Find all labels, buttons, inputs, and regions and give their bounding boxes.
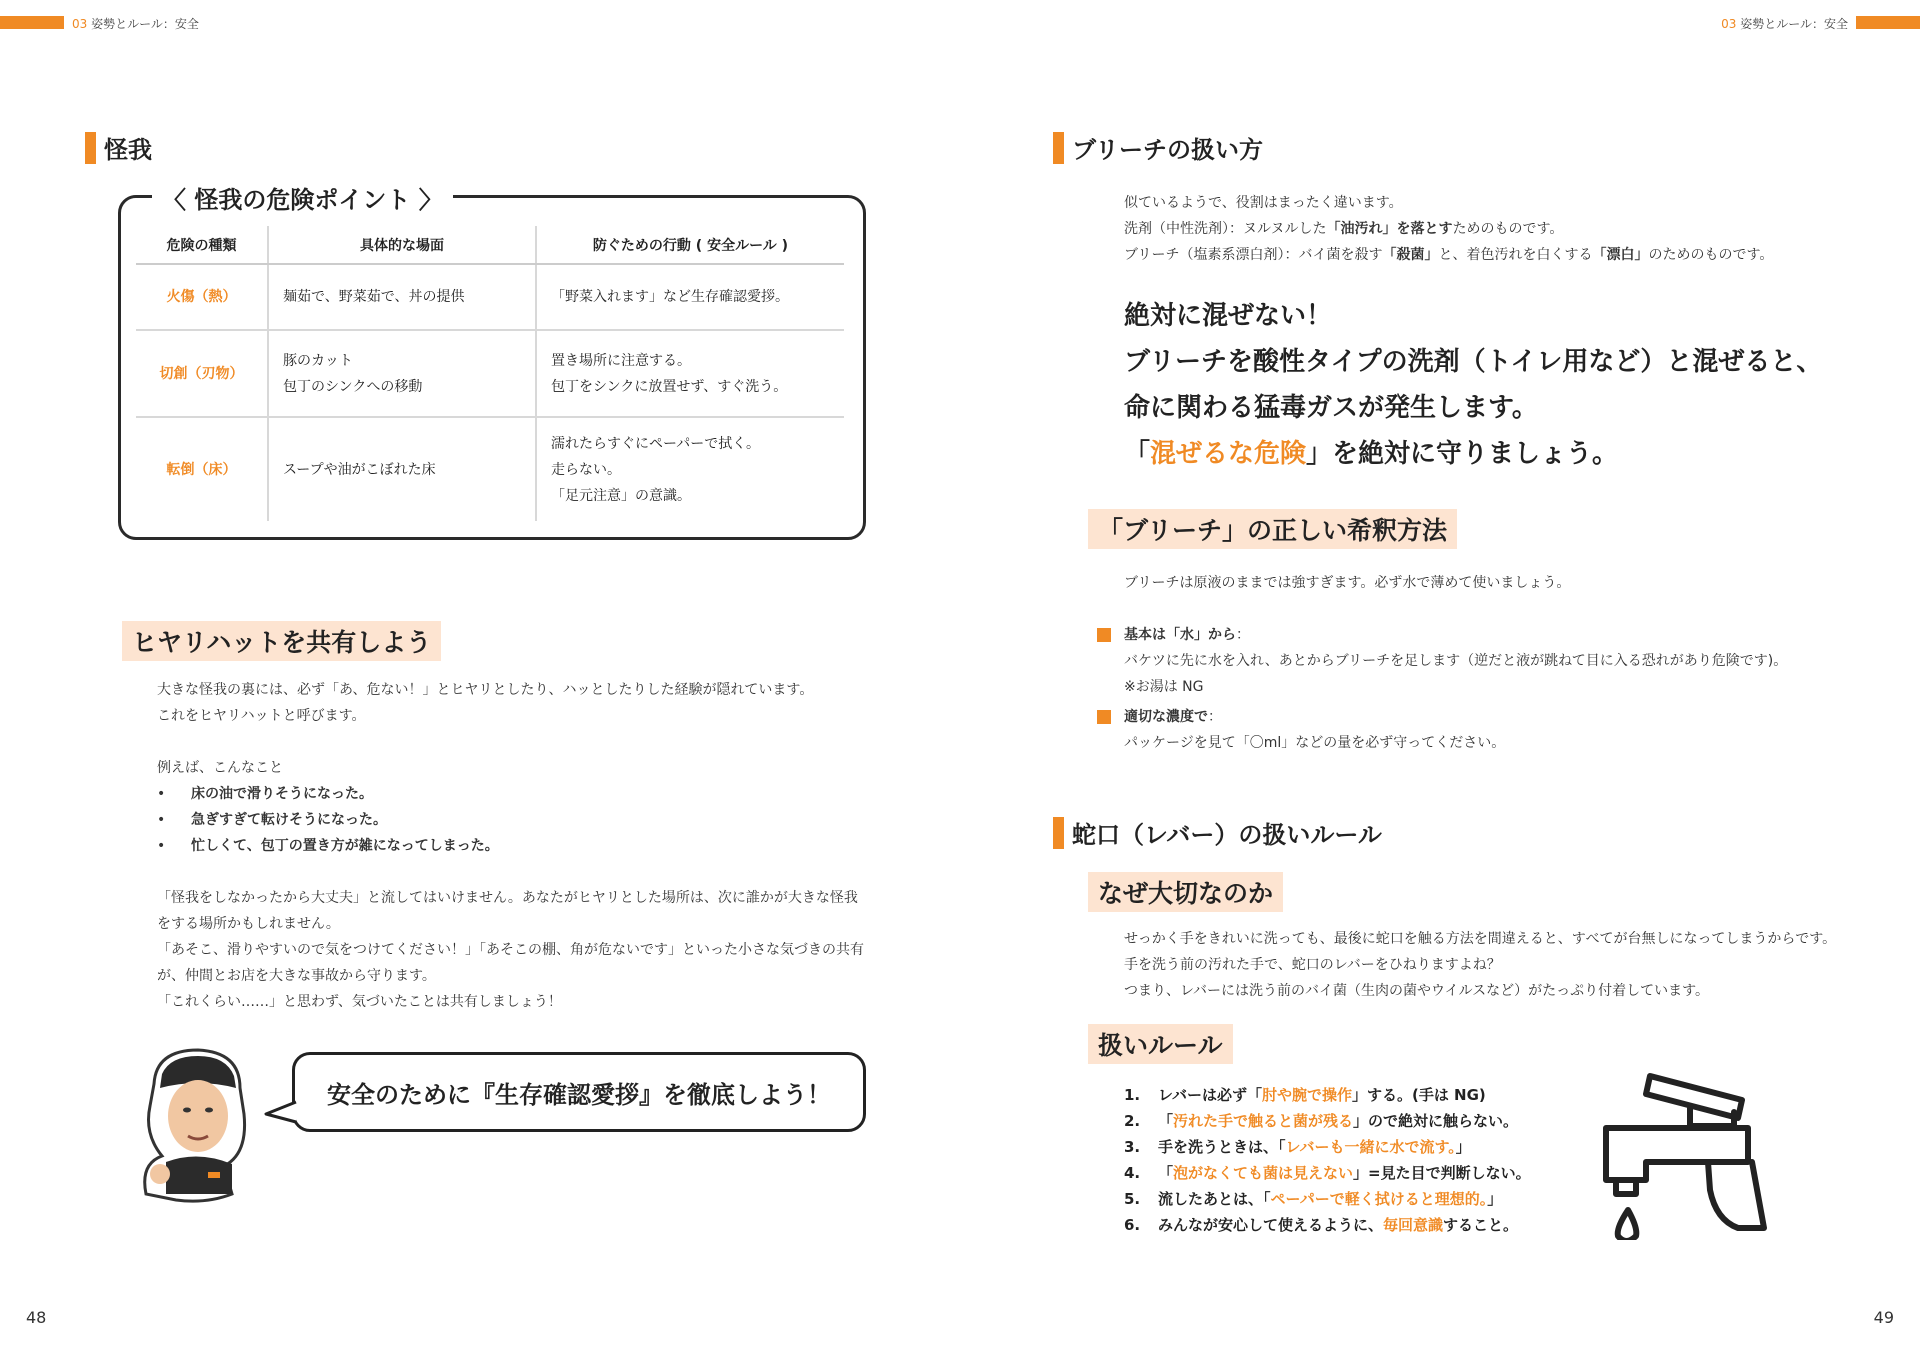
why-title: なぜ大切なのか xyxy=(1088,872,1283,912)
danger-kind: 火傷（熱） xyxy=(136,264,268,330)
danger-table xyxy=(136,226,844,521)
table-header-row xyxy=(136,226,844,264)
dilution-item-2: 適切な濃度で： パッケージを見て「〇ml」などの量を必ず守ってください。 xyxy=(1124,709,1506,751)
danger-action: 濡れたらすぐにペーパーで拭く。 走らない。 「足元注意」の意識。 xyxy=(536,417,844,521)
table-row xyxy=(136,264,844,330)
header-accent-bar-right xyxy=(1856,16,1920,29)
table-row xyxy=(136,417,844,521)
danger-scene: 麺茹で、野菜茹で、丼の提供 xyxy=(268,264,536,330)
box-title: 〈 怪我の危険ポイント 〉 xyxy=(152,180,453,215)
header-accent-bar-left xyxy=(0,16,64,29)
page-number-right: 49 xyxy=(1873,1308,1894,1327)
list-item: 5. 流したあとは、「ペーパーで軽く拭けると理想的。」 xyxy=(1124,1190,1503,1208)
bullet-square xyxy=(1097,710,1111,724)
staff-avatar xyxy=(136,1044,256,1204)
hiyari-intro: 大きな怪我の裏には、必ず「あ、危ない！」とヒヤリとしたり、ハッとしたりした経験が隠れています。 これをヒヤリハットと呼びます。 例えば、こんなこと • 床の油で滑りそうになった。 • 急ぎすぎて転けそうになった。 • 忙しくて、包丁の置き方が雑になってしまった。 「怪我をしなかったから大丈夫」と流してはいけません。あなたがヒヤリとした場所は、次に誰かが大きな怪我 をする場所かもしれません。 「あそこ、滑りやすいので気をつけてください！」「あそこの棚、角が危ないです」といった小さな気づきの共有 が、仲間とお店を大きな事故から守ります。 「これくらい……」と思わず、気づいたことは共有しましょう！ xyxy=(157,677,864,1015)
section-marker xyxy=(1053,817,1064,849)
column-header: 危険の種類 xyxy=(136,226,268,264)
section-title-faucet xyxy=(1053,815,1382,850)
section-title-bleach xyxy=(1053,130,1263,165)
running-header-left: 03 姿勢とルール：安全 xyxy=(72,17,199,31)
bubble-text: 安全のために『生存確認愛拶』を徹底しよう！ xyxy=(327,1080,831,1109)
rules-list xyxy=(1124,1082,1531,1238)
column-header: 具体的な場面 xyxy=(268,226,536,264)
dilution-intro: ブリーチは原液のままでは強すぎます。必ず水で薄めて使いましょう。 xyxy=(1124,575,1571,591)
list-item: • 急ぎすぎて転けそうになった。 xyxy=(157,807,864,833)
speech-bubble xyxy=(292,1052,866,1132)
column-header: 防ぐための行動 ( 安全ルール ) xyxy=(536,226,844,264)
bullet-square xyxy=(1097,628,1111,642)
bubble-tail xyxy=(264,1100,298,1126)
table-row xyxy=(136,330,844,417)
danger-action: 置き場所に注意する。 包丁をシンクに放置せず、すぐ洗う。 xyxy=(536,330,844,417)
running-header-right: 03 姿勢とルール：安全 xyxy=(1721,17,1848,31)
mixing-warning: 絶対に混ぜない！ ブリーチを酸性タイプの洗剤（トイレ用など）と混ぜると、 命に関わる猛毒ガスが発生します。 「混ぜるな危険」を絶対に守りましょう。 xyxy=(1124,301,1823,469)
danger-scene: 豚のカット 包丁のシンクへの移動 xyxy=(268,330,536,417)
list-item: 4. 「泡がなくても菌は見えない」=見た目で判断しない。 xyxy=(1124,1164,1531,1182)
hiyari-title: ヒヤリハットを共有しよう xyxy=(122,621,441,661)
why-text: せっかく手をきれいに洗っても、最後に蛇口を触る方法を間違えると、すべてが台無しになってしまうからです。 手を洗う前の汚れた手で、蛇口のレバーをひねりますよね？ つまり、レバーには洗う前のバイ菌（生肉の菌やウイルスなど）がたっぷり付着しています。 xyxy=(1124,931,1837,999)
danger-scene: スープや油がこぼれた床 xyxy=(268,417,536,521)
list-item: • 忙しくて、包丁の置き方が雑になってしまった。 xyxy=(157,833,864,859)
dilution-item-1: 基本は「水」から： バケツに先に水を入れ、あとからブリーチを足します（逆だと液が跳ねて目に入る恐れがあり危険です)。 ※お湯は NG xyxy=(1124,627,1788,695)
faucet-icon xyxy=(1598,1070,1774,1240)
examples-list xyxy=(157,781,864,859)
section-title-injury xyxy=(85,130,152,165)
section-title-text: 怪我 xyxy=(104,136,152,164)
section-title-text: 蛇口（レバー）の扱いルール xyxy=(1072,821,1382,849)
bleach-intro: 似ているようで、役割はまったく違います。 洗剤（中性洗剤）：ヌルヌルした「油汚れ」を落とすためのものです。 ブリーチ（塩素系漂白剤）：バイ菌を殺す「殺菌」と、着色汚れを白くする「漂白」のためのものです。 xyxy=(1124,195,1774,263)
list-item: 6. みんなが安心して使えるように、毎回意識すること。 xyxy=(1124,1216,1519,1234)
list-item: 1. レバーは必ず「肘や腕で操作」する。(手は NG) xyxy=(1124,1086,1486,1104)
danger-kind: 転倒（床） xyxy=(166,461,237,478)
rules-title: 扱いルール xyxy=(1088,1024,1233,1064)
list-item: 3. 手を洗うときは、「レバーも一緒に水で流す。」 xyxy=(1124,1138,1471,1156)
list-item: • 床の油で滑りそうになった。 xyxy=(157,781,864,807)
section-marker xyxy=(1053,132,1064,164)
danger-kind: 切創（刃物） xyxy=(136,330,268,417)
page-number-left: 48 xyxy=(26,1308,47,1327)
section-title-text: ブリーチの扱い方 xyxy=(1072,136,1264,164)
section-marker xyxy=(85,132,96,164)
dilution-title: 「ブリーチ」の正しい希釈方法 xyxy=(1088,509,1457,549)
list-item: 2. 「汚れた手で触ると菌が残る」ので絶対に触らない。 xyxy=(1124,1112,1519,1130)
danger-action: 「野菜入れます」など生存確認愛拶。 xyxy=(536,264,844,330)
